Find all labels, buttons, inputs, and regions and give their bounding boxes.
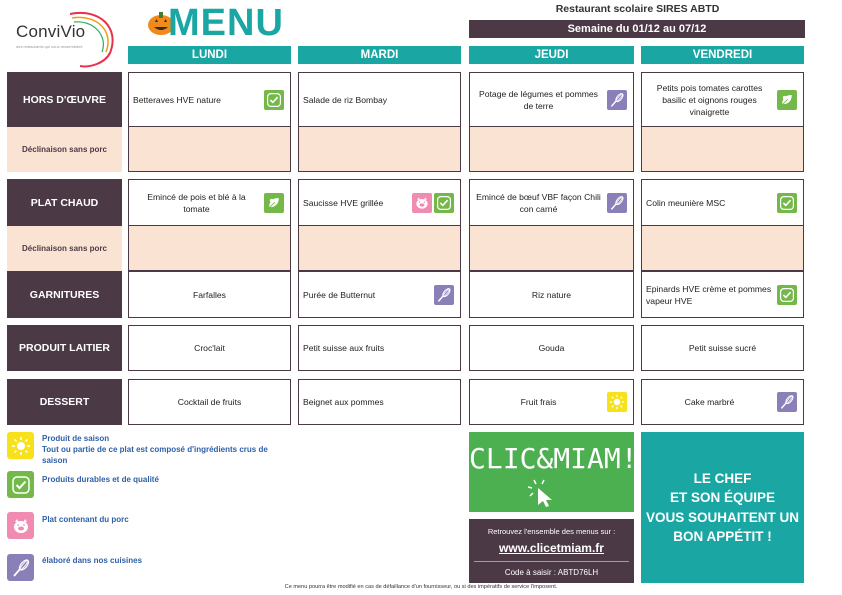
menu-title: MENU [168,2,284,44]
check-icon [264,90,284,110]
whisk-icon [607,90,627,110]
menu-cell-plat-chaud [641,179,804,226]
sans-porc-cell [128,226,291,271]
sans-porc-cell [469,226,634,271]
menu-cell-garnitures [641,271,804,318]
dish-name: Fruit frais [520,397,557,407]
website-link[interactable]: www.clicetmiam.fr [499,541,604,555]
dish-icons [777,193,803,213]
sans-porc-cell [128,127,291,172]
menu-cell-hors-oeuvre [641,72,804,127]
chef-line-2: ET SON ÉQUIPE [669,490,775,505]
menu-cell-hors-oeuvre [469,72,634,127]
chef-line-1: LE CHEF [693,470,752,486]
dish-icons [264,193,290,213]
dish-name: Farfalles [193,289,226,300]
dish-icons [777,392,803,412]
dish-name: Riz nature [531,289,572,300]
menu-cell-plat-chaud [298,179,461,226]
dish-icons [777,285,803,305]
dish-name: Cocktail de fruits [177,397,242,407]
menu-cell-hors-oeuvre [298,72,461,127]
legend-saison [42,433,277,466]
dish-name: Croc'lait [194,343,225,353]
dish-name: Petits pois tomates carottes basilic et oignons rouges vinaigrette [656,82,763,117]
dish-icons [777,90,803,110]
legend-pig-icon [7,512,34,539]
dish-name: Cake marbré [684,397,735,407]
dish-icons [607,392,633,412]
dish-icons [264,90,290,110]
dish-name: Petit suisse sucré [688,343,757,353]
day-header-mardi: MARDI [298,46,461,64]
sun-icon [607,392,627,412]
dish-name: Emincé de bœuf VBF façon Chili con carné [476,191,601,214]
website-divider [474,561,629,562]
category-hors-oeuvre: HORS D'ŒUVRE [7,72,122,127]
chef-line-3: VOUS SOUHAITENT UN [645,509,799,525]
logo-tagline: des restaurants qui vous ressemblent [16,44,83,49]
dish-name: Epinards HVE crème et pommes vapeur HVE [646,283,772,306]
category-plat-chaud: PLAT CHAUD [7,179,122,226]
menu-cell-produit-laitier [641,325,804,371]
legend-maison: élaboré dans nos cuisines [42,556,143,565]
legend-durable: Produits durables et de qualité [42,475,159,484]
category-garnitures: GARNITURES [7,271,122,318]
sans-porc-cell [298,226,461,271]
menu-cell-dessert [469,379,634,425]
dish-name: Gouda [538,343,565,353]
menu-cell-garnitures [298,271,461,318]
dish-name: Purée de Butternut [303,289,376,300]
dish-name: Petit suisse aux fruits [303,343,385,353]
legend-saison-title: Produit de saison [42,434,110,443]
whisk-icon [777,392,797,412]
dish-icons [434,285,460,305]
category-dessert: DESSERT [7,379,122,425]
day-header-vendredi: VENDREDI [641,46,804,64]
dish-icons [607,90,633,110]
menu-cell-hors-oeuvre [128,72,291,127]
legend-check-icon [7,471,34,498]
menu-cell-produit-laitier [469,325,634,371]
dish-icons [607,193,633,213]
leaf-icon [777,90,797,110]
menu-cell-produit-laitier [298,325,461,371]
website-intro: Retrouvez l'ensemble des menus sur : [487,527,616,536]
check-icon [777,193,797,213]
website-code: Code à saisir : ABTD76LH [504,568,599,577]
logo-text: ConviVio [16,22,86,41]
footer-disclaimer: Ce menu pourra être modifié en cas de défaillance d'un fournisseur, ou si des impératifs de service l'imposent. [284,584,558,590]
menu-cell-plat-chaud [469,179,634,226]
menu-cell-produit-laitier [128,325,291,371]
week-banner: Semaine du 01/12 au 07/12 [469,20,805,38]
legend-porc: Plat contenant du porc [42,515,129,524]
legend-saison-desc: Tout ou partie de ce plat est composé d'ingrédients crus de saison [42,445,268,465]
whisk-icon [434,285,454,305]
restaurant-name: Restaurant scolaire SIRES ABTD [555,3,720,15]
category-produit-laitier: PRODUIT LAITIER [7,325,122,371]
clicmiam-banner[interactable] [469,432,638,512]
menu-cell-dessert [641,379,804,425]
menu-cell-dessert [298,379,461,425]
dish-name: Beignet aux pommes [303,397,384,407]
menu-cell-garnitures [469,271,634,318]
dish-icons [412,193,460,213]
menu-cell-plat-chaud [128,179,291,226]
dish-name: Salade de riz Bombay [303,94,388,105]
day-header-jeudi: JEUDI [469,46,634,64]
sans-porc-cell [641,127,804,172]
legend-sun-icon [7,432,34,459]
leaf-icon [264,193,284,213]
category-sans-porc-2: Déclinaison sans porc [7,226,122,271]
sans-porc-cell [469,127,634,172]
dish-name: Emincé de pois et blé à la tomate [147,191,246,214]
website-box [469,519,634,583]
dish-name: Betteraves HVE nature [133,94,221,105]
cursor-icon [524,478,564,508]
whisk-icon [607,193,627,213]
menu-cell-garnitures [128,271,291,318]
pig-icon [412,193,432,213]
day-header-lundi: LUNDI [128,46,291,64]
convivio-logo [10,8,120,63]
sans-porc-cell [641,226,804,271]
dish-name: Saucisse HVE grillée [303,197,384,208]
dish-name: Potage de légumes et pommes de terre [479,88,598,111]
dish-name: Colin meunière MSC [646,197,726,208]
check-icon [434,193,454,213]
chef-line-4: BON APPÉTIT ! [673,529,772,544]
clicmiam-brand: CLIC&MIAM! [469,442,638,475]
chef-message [641,432,804,583]
check-icon [777,285,797,305]
sans-porc-cell [298,127,461,172]
legend-whisk-icon [7,554,34,581]
category-sans-porc-1: Déclinaison sans porc [7,127,122,172]
menu-cell-dessert [128,379,291,425]
